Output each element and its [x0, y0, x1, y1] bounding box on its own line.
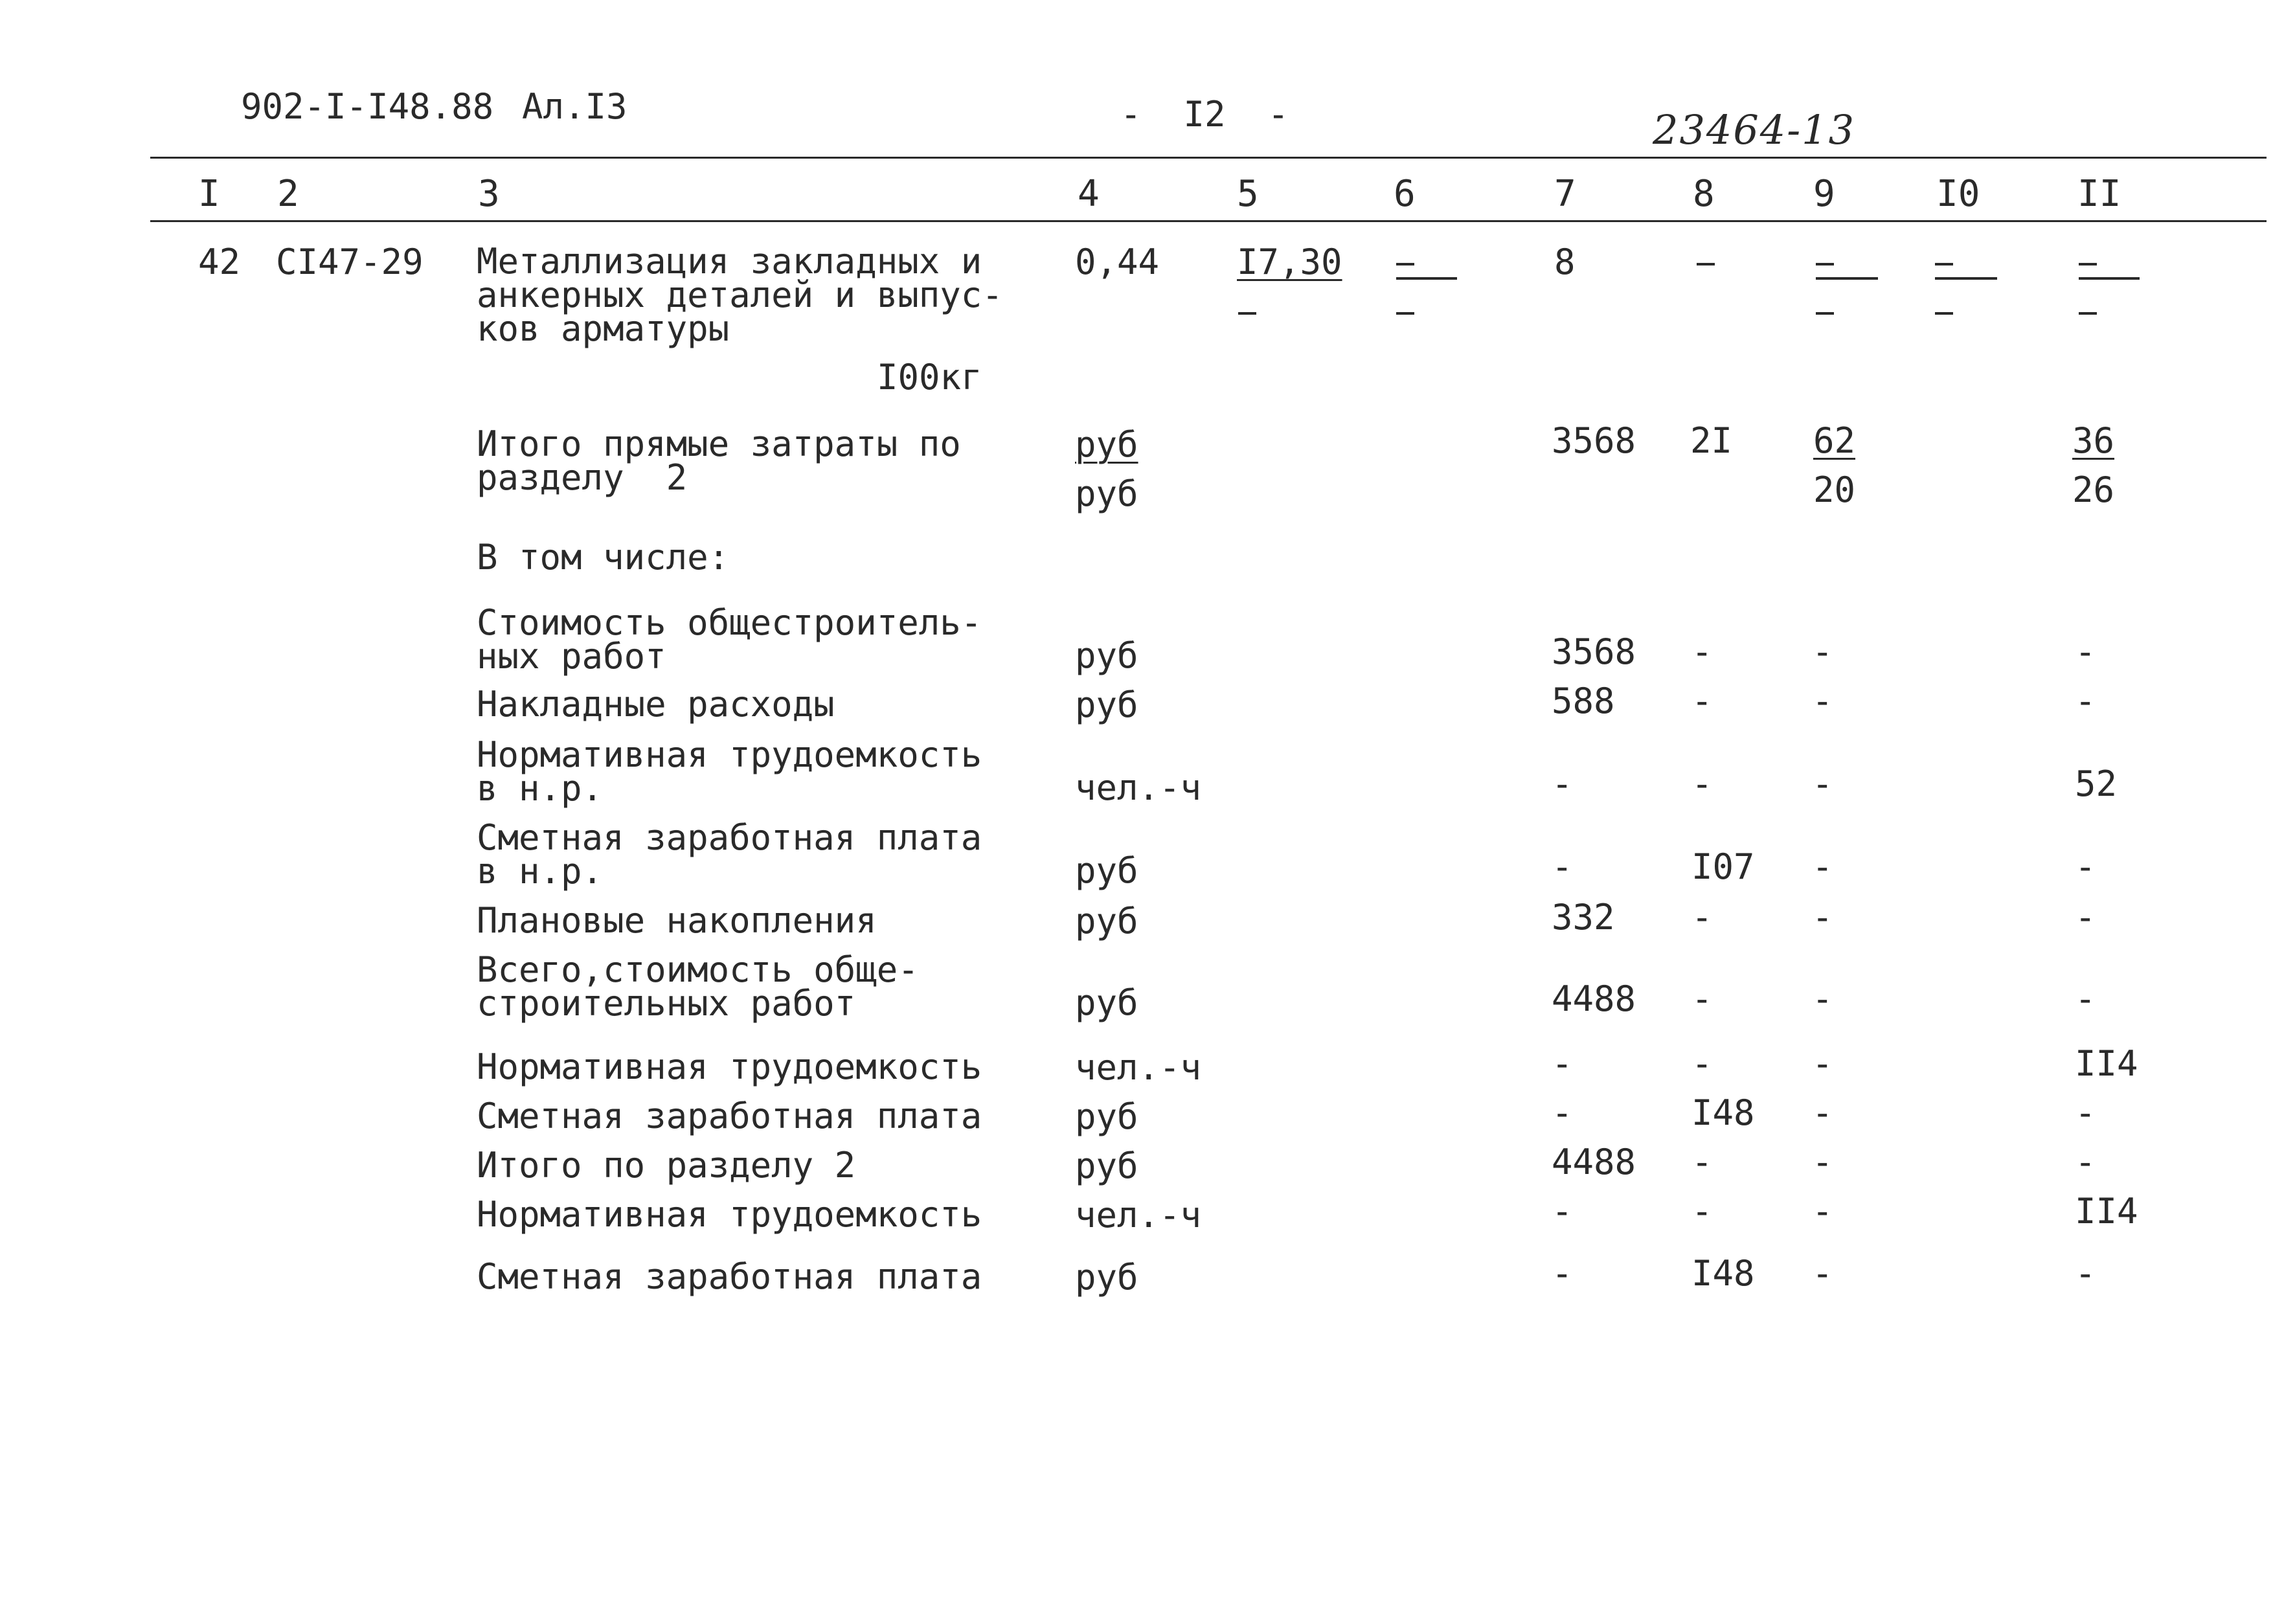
- row-c11: -: [2075, 1253, 2096, 1294]
- row-c8: -: [1691, 978, 1713, 1019]
- total-direct-c9-bottom: 20: [1813, 469, 1856, 510]
- total-direct-c9-top: 62: [1813, 420, 1856, 461]
- item-unit-price: I7,30: [1237, 242, 1342, 282]
- item-quantity: 0,44: [1075, 242, 1160, 282]
- row-c9: -: [1812, 1253, 1833, 1294]
- row-c7: 3568: [1552, 631, 1636, 672]
- total-direct-c11-bottom: 26: [2072, 469, 2115, 510]
- total-direct-unit-1: руб: [1075, 424, 1138, 465]
- including-label: В том числе:: [477, 537, 730, 578]
- row-c11: -: [2075, 1092, 2096, 1133]
- total-direct-c11-top: 36: [2072, 420, 2115, 461]
- item-price-dash: [1238, 312, 1256, 315]
- document-number: 23464-13: [1653, 106, 1856, 153]
- row-unit: руб: [1075, 1257, 1138, 1298]
- item-c6-rule: [1396, 277, 1457, 280]
- row-c11: -: [2075, 978, 2096, 1019]
- total-direct-unit-2: руб: [1075, 473, 1138, 514]
- total-direct-c8: 2I: [1690, 420, 1733, 461]
- row-c11: -: [2075, 631, 2096, 672]
- col-header-9: 9: [1813, 173, 1835, 215]
- row-c11: II4: [2075, 1191, 2138, 1232]
- item-c10-dash-top: [1935, 263, 1953, 265]
- row-c9: -: [1812, 1043, 1833, 1084]
- row-unit: руб: [1075, 684, 1138, 725]
- row-c9: -: [1812, 978, 1833, 1019]
- item-c7: 8: [1554, 242, 1576, 282]
- item-unit-measure: I00кг: [877, 357, 982, 398]
- row-unit: чел.-ч: [1075, 1195, 1202, 1235]
- row-c9: -: [1812, 631, 1833, 672]
- item-c9-rule: [1816, 277, 1878, 280]
- row-description: Нормативная трудоемкость: [477, 1194, 982, 1235]
- row-description: Стоимость общестроитель- ных работ: [477, 602, 982, 677]
- row-c7: 4488: [1552, 978, 1636, 1019]
- page-number: - I2 -: [1120, 94, 1289, 135]
- row-c11: -: [2075, 897, 2096, 938]
- item-c9-dash-bottom: [1816, 312, 1834, 315]
- row-c7: -: [1552, 763, 1573, 804]
- col-header-8: 8: [1693, 173, 1715, 215]
- row-unit: чел.-ч: [1075, 1047, 1202, 1088]
- sheet-label: Ал.I3: [522, 86, 628, 127]
- row-unit: руб: [1075, 901, 1138, 942]
- row-c7: -: [1552, 1191, 1573, 1232]
- row-description: Итого по разделу 2: [477, 1145, 856, 1186]
- col-header-4: 4: [1078, 173, 1100, 215]
- item-c8-dash: [1697, 263, 1715, 265]
- row-c8: -: [1691, 631, 1713, 672]
- row-c8: I07: [1691, 846, 1755, 887]
- row-c7: 588: [1552, 681, 1615, 721]
- col-header-6: 6: [1394, 173, 1416, 215]
- total-direct-description: Итого прямые затраты по разделу 2: [477, 423, 961, 498]
- row-c9: -: [1812, 846, 1833, 887]
- row-c9: -: [1812, 1092, 1833, 1133]
- row-c9: -: [1812, 681, 1833, 721]
- row-description: Всего,стоимость обще- строительных работ: [477, 949, 919, 1024]
- row-description: Нормативная трудоемкость: [477, 1046, 982, 1087]
- row-c8: I48: [1691, 1092, 1755, 1133]
- row-c11: II4: [2075, 1043, 2138, 1084]
- row-c9: -: [1812, 1191, 1833, 1232]
- row-c8: -: [1691, 763, 1713, 804]
- row-unit: руб: [1075, 850, 1138, 891]
- row-description: Нормативная трудоемкость в н.р.: [477, 734, 982, 809]
- item-code: СI47-29: [276, 242, 424, 282]
- row-c8: -: [1691, 1043, 1713, 1084]
- row-c7: -: [1552, 1092, 1573, 1133]
- col-header-2: 2: [277, 173, 299, 215]
- total-direct-c7: 3568: [1552, 420, 1636, 461]
- row-c11: 52: [2075, 763, 2118, 804]
- row-c7: 332: [1552, 897, 1615, 938]
- row-c7: -: [1552, 1043, 1573, 1084]
- row-c8: -: [1691, 897, 1713, 938]
- item-description: Металлизация закладных и анкерных деталей и выпус- ков арматуры: [477, 241, 1003, 349]
- row-description: Сметная заработная плата в н.р.: [477, 817, 982, 892]
- row-c8: -: [1691, 1191, 1713, 1232]
- item-c11-dash-top: [2079, 263, 2097, 265]
- col-header-1: I: [198, 173, 220, 215]
- row-unit: руб: [1075, 635, 1138, 676]
- item-number: 42: [198, 242, 241, 282]
- row-c11: -: [2075, 681, 2096, 721]
- col-header-3: 3: [478, 173, 500, 215]
- item-c6-dash-bottom: [1396, 312, 1414, 315]
- row-c9: -: [1812, 897, 1833, 938]
- item-c10-dash-bottom: [1935, 312, 1953, 315]
- row-c8: I48: [1691, 1253, 1755, 1294]
- row-c7: 4488: [1552, 1142, 1636, 1182]
- col-header-5: 5: [1237, 173, 1259, 215]
- col-header-10: I0: [1936, 173, 1980, 215]
- col-header-7: 7: [1554, 173, 1576, 215]
- row-c11: -: [2075, 1142, 2096, 1182]
- row-unit: руб: [1075, 1145, 1138, 1186]
- row-description: Сметная заработная плата: [477, 1256, 982, 1297]
- item-c11-dash-bottom: [2079, 312, 2097, 315]
- row-description: Накладные расходы: [477, 684, 835, 725]
- row-description: Сметная заработная плата: [477, 1096, 982, 1136]
- header-bottom-rule: [150, 220, 2267, 222]
- item-c11-rule: [2079, 277, 2140, 280]
- header-top-rule: [150, 157, 2267, 159]
- row-c9: -: [1812, 763, 1833, 804]
- row-c8: -: [1691, 681, 1713, 721]
- row-c11: -: [2075, 846, 2096, 887]
- row-c7: -: [1552, 846, 1573, 887]
- document-cipher: 902-I-I48.88: [241, 86, 494, 127]
- row-description: Плановые накопления: [477, 900, 877, 941]
- row-unit: чел.-ч: [1075, 767, 1202, 808]
- col-header-11: II: [2077, 173, 2121, 215]
- item-c9-dash-top: [1816, 263, 1834, 265]
- row-unit: руб: [1075, 1096, 1138, 1137]
- item-c10-rule: [1935, 277, 1997, 280]
- row-c9: -: [1812, 1142, 1833, 1182]
- row-c7: -: [1552, 1253, 1573, 1294]
- row-unit: руб: [1075, 982, 1138, 1023]
- item-c6-dash-top: [1396, 263, 1414, 265]
- row-c8: -: [1691, 1142, 1713, 1182]
